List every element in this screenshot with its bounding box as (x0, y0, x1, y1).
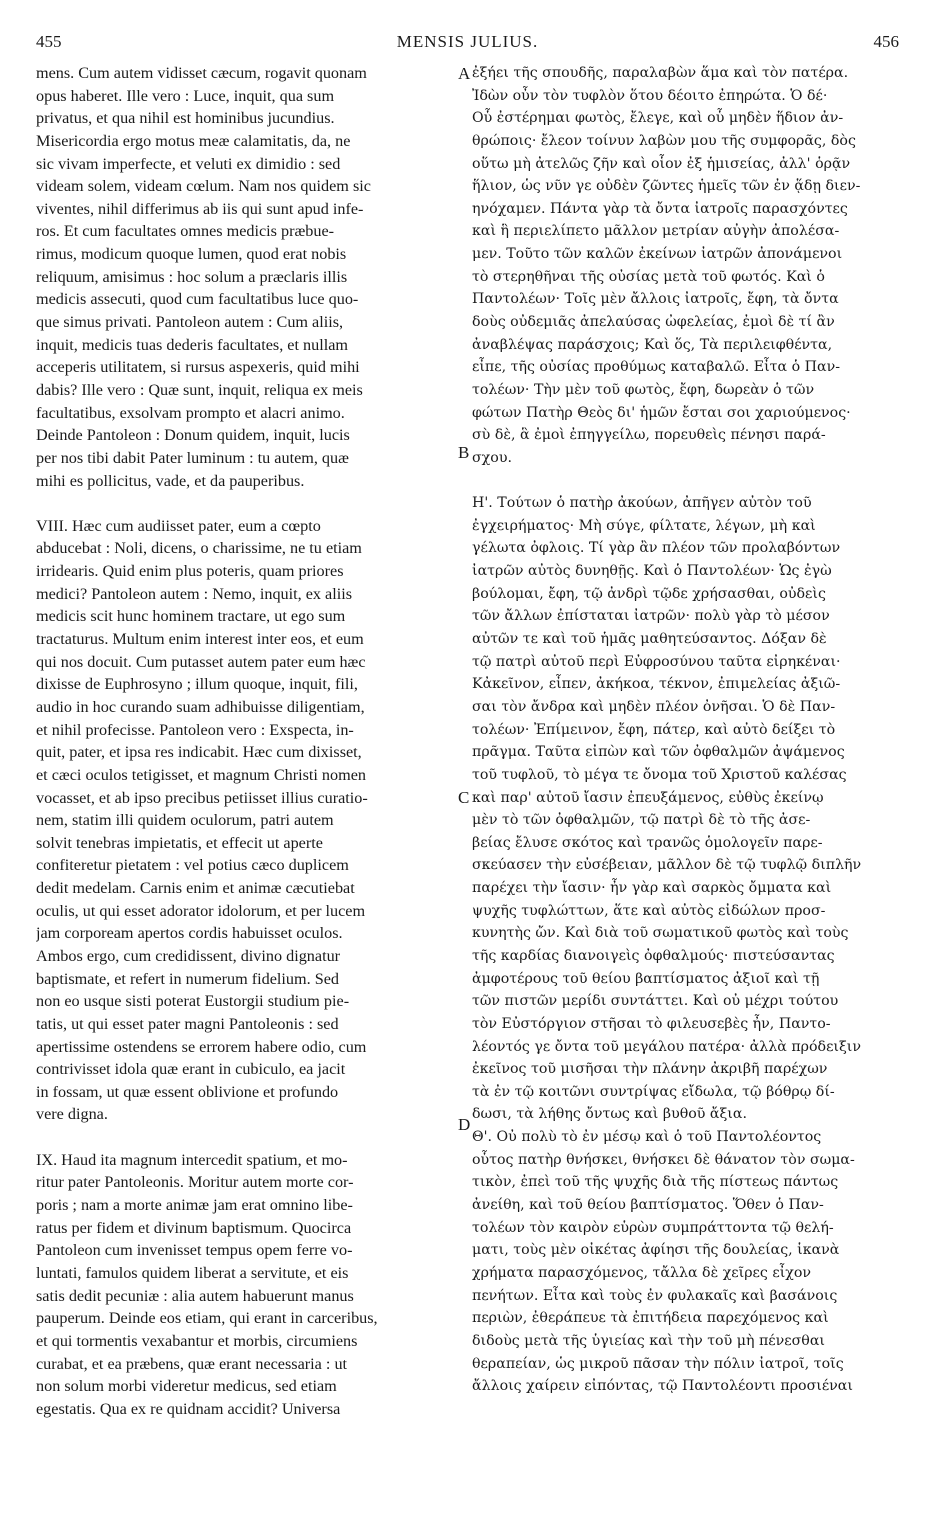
text-line: medicis assecuti, quod cum facultatibus luce quo- (36, 290, 359, 309)
text-line: ἐξήει τῆς σπουδῆς, παραλαβὼν ἅμα καὶ τὸν πατέρα. (472, 65, 849, 81)
text-line: privatus, et qua nihil est hominibus jucundius. (36, 109, 335, 128)
text-line: acceperis utilitatem, si rursus aspexeris, quid mihi (36, 358, 360, 377)
text-line: Οὗ ἐστέρημαι φωτὸς, ἔλεγε, καὶ οὗ μηδὲν ἥδιον ἀν- (472, 110, 844, 127)
greek-paragraph-1 (472, 62, 904, 470)
text-line: δωσι, τὰ λήθης ὄντως καὶ βυθοῦ ἄξια. (472, 1106, 747, 1123)
text-line: τῶν πιστῶν μερίδι συντάττει. Καὶ οὐ μέχρι τούτου (472, 993, 839, 1010)
text-line: ματι, τοὺς μὲν οἰκέτας ἀφίησι τῆς δουλείας, ἱκανὰ (472, 1242, 840, 1259)
text-line: μὲν τὸ τῶν ὀφθαλμῶν, τῷ πατρὶ δὲ τὸ τῆς ἀσε- (472, 812, 811, 829)
text-line: ἐγχειρήματος· Μὴ σύγε, φίλτατε, λέγων, μὴ καὶ (472, 517, 816, 534)
text-line: τολέων· Ἐπίμεινον, ἔφη, πάτερ, καὶ αὐτὸ δείξει τὸ (472, 721, 836, 738)
text-line: αὐτῶν τε καὶ τοῦ ἡμᾶς μαθητεύσαντος. Δόξαν δὲ (472, 631, 827, 648)
running-title: MENSIS JULIUS. (396, 32, 539, 51)
text-line: οὗτος πατὴρ θνήσκει, θνήσκει δὲ θάνατον τὸν σωμα- (472, 1151, 855, 1168)
text-line: jam corpoream apertos cordis habuisset oculos. (36, 924, 343, 943)
text-line: curabat, et ea præbens, quæ erant necessaria : ut (36, 1354, 348, 1373)
text-line: ἥλιον, ὡς νῦν γε οὐδὲν ζῶντες ἡμεῖς τῶν ἐν ᾅδῃ διεν- (472, 178, 861, 195)
text-line: oculis, ut qui esset adorator idolorum, et per lucem (36, 901, 366, 920)
text-line: Ambos ergo, cum credidissent, divino dignatur (36, 946, 341, 965)
text-line: πενήτων. Εἶτα καὶ τοὺς ἐν φυλακαῖς καὶ βασάνοις (472, 1287, 838, 1304)
text-line: pauperum. Deinde eos etiam, qui erant in carceribus, (36, 1309, 378, 1328)
text-line: τῷ πατρὶ αὐτοῦ περὶ Εὐφροσύνου ταῦτα εἰρηκέναι· (472, 653, 841, 670)
text-line: τῆς καρδίας διανοιγεὶς ὀφθαλμούς· πιστεύσαντας (472, 947, 835, 964)
text-line: medici? Pantoleon autem : Nemo, inquit, ex aliis (36, 584, 353, 603)
text-line: facultatibus, exsolvam prompto et alacri animo. (36, 403, 345, 422)
text-line: καὶ ἣ περιελίπετο μᾶλλον μετρίαν αὐγὴν ἀπολέσα- (472, 223, 840, 240)
text-line: ἀναβλέψας παράσχοις; Καὶ ὅς, Τὰ περιλειφθέντα, (472, 336, 833, 353)
text-line: σαι τὸν ἄνδρα καὶ μηδὲν πλέον ὀνῆσαι. Ὁ δὲ Παν- (472, 698, 836, 715)
text-line: poris ; nam a morte animæ jam erat omnino libe- (36, 1196, 353, 1215)
text-line: τολέων· Τὴν μὲν τοῦ φωτὸς, ἔφη, δωρεὰν ὁ τῶν (472, 381, 815, 398)
text-line: σχου. (472, 449, 512, 466)
text-line: vocasset, et ab ipso precibus petiisset illius curatio- (36, 788, 368, 807)
text-line: πρᾶγμα. Ταῦτα εἰπὼν καὶ τῶν ὀφθαλμῶν ἀψάμενος (472, 744, 845, 761)
text-line: satis dedit pecuniæ : alia autem habuerunt manus (36, 1286, 354, 1305)
text-line: non eo usque sisti poterat Eustorgii studium pie- (36, 992, 350, 1011)
text-line: θεραπείαν, ὡς μικροῦ πᾶσαν τὴν πόλιν ἰατροῖ, τοῖς (472, 1355, 844, 1372)
text-line: solvit tenebras impietatis, et effecit ut aperte (36, 833, 323, 852)
text-line: contrivisset idola quæ erant in cubiculo, ea jacit (36, 1060, 346, 1079)
text-line: Θ'. Οὐ πολὺ τὸ ἐν μέσῳ καὶ ὁ τοῦ Παντολέοντος (472, 1129, 822, 1146)
text-line: Misericordia ergo motus meæ calamitatis, da, ne (36, 131, 351, 150)
text-line: qui nos docuit. Cum putasset autem pater eum hæc (36, 652, 366, 671)
text-line: ratus per fidem et divinum baptismum. Quocirca (36, 1218, 352, 1237)
text-line: θρώποις· ἔλεον τοίνυν λαβὼν μου τῆς συμφορᾶς, δὸς (472, 132, 856, 149)
text-line: que simus privati. Pantoleon autem : Cum aliis, (36, 313, 344, 332)
text-line: βούλομαι, ἔφη, τῷ ἀνδρὶ τῷδε χρήσασθαι, οὐδεὶς (472, 585, 826, 602)
text-line: tractaturus. Multum enim interest inter eos, et eum (36, 630, 364, 649)
latin-paragraph-ix (36, 1149, 456, 1421)
text-line: rimus, modicum quoque lumen, quod erat nobis (36, 245, 347, 264)
text-line: irridearis. Quid enim plus poteris, quam priores (36, 562, 344, 581)
text-line: ἀμφοτέρους τοῦ θείου βαπτίσματος ἀξιοῖ καὶ τῇ (472, 970, 820, 987)
text-line: τοῦ τυφλοῦ, τὸ μέγα τε ὄνομα τοῦ Χριστοῦ καλέσας (472, 766, 847, 783)
latin-paragraph-1 (36, 62, 456, 492)
text-line: videam solem, videam cœlum. Nam nos quidem sic (36, 177, 371, 196)
text-line: egestatis. Qua ex re quidnam accidit? Universa (36, 1399, 341, 1418)
text-line: γέλωτα ὀφλοις. Τί γὰρ ἂν πλέον τῶν προλαβόντων (472, 540, 841, 557)
text-line: per nos tibi dabit Pater luminum : tu autem, quæ (36, 448, 349, 467)
text-line: vere digna. (36, 1105, 108, 1124)
text-line: abducebat : Noli, dicens, o charissime, ne tu etiam (36, 539, 362, 558)
text-line: τὰ ἐν τῷ κοιτῶνι συντρίψας εἴδωλα, τῷ βόθρῳ δί- (472, 1083, 835, 1100)
text-line: Κἀκεῖνον, εἶπεν, ἀκήκοα, τέκνον, ἐπιμελείας ἀξιῶ- (472, 676, 841, 693)
text-line: reliquum, amisimus : hoc solum a præclaris illis (36, 267, 348, 286)
text-line: σὺ δὲ, ἃ ἐμοὶ ἐπηγγείλω, πορευθεὶς πένησι παρά- (472, 427, 826, 444)
text-line: mihi es pollicitus, vade, et da pauperibus. (36, 471, 305, 490)
text-line: φώτων Πατὴρ Θεὸς δι' ἡμῶν ἔσται σοι χαριούμενος· (472, 404, 851, 421)
page-number-right: 456 (873, 32, 899, 51)
text-line: baptismate, et refert in numerum fidelium. Sed (36, 969, 339, 988)
text-line: Παντολέων· Τοῖς μὲν ἄλλοις ἰατροῖς, ἔφη, τὰ ὄντα (472, 291, 839, 308)
text-line: tatis, ut qui esset pater magni Pantoleonis : sed (36, 1014, 339, 1033)
text-line: et cæci oculos tetigisset, et magnum Christi nomen (36, 765, 366, 784)
text-line: et qui tormentis vexabantur et morbis, circumiens (36, 1331, 358, 1350)
text-line: ηνόχαμεν. Πάντα γὰρ τὰ ὄντα ἰατροῖς παρασχόντες (472, 200, 848, 217)
text-line: dixisse de Euphrosyno ; illum quoque, inquit, fili, (36, 675, 358, 694)
text-line: Pantoleon cum invenisset tempus opem ferre vo- (36, 1241, 353, 1260)
text-line: καὶ παρ' αὐτοῦ ἴασιν ἐπευξάμενος, εὐθὺς ἐκείνῳ (472, 789, 824, 806)
text-line: ἰατρῶν αὐτὸς δυνηθῇς. Καὶ ὁ Παντολέων· Ὡς ἐγὼ (472, 563, 832, 580)
text-line: dabis? Ille vero : Quæ sunt, inquit, reliqua ex meis (36, 380, 363, 399)
text-line: dedit medelam. Carnis enim et animæ cæcutiebat (36, 879, 355, 898)
page-number-left: 455 (36, 32, 62, 51)
text-line: luntati, famulos quidem liberat a servitute, et eis (36, 1263, 349, 1282)
text-line: τικὸν, ἐπεὶ τοῦ τῆς ψυχῆς διὰ τῆς πίστεως πάντως (472, 1174, 839, 1191)
text-line: ritur pater Pantoleonis. Moritur autem morte cor- (36, 1173, 354, 1192)
text-line: Ἰδὼν οὖν τὸν τυφλὸν ὅτου δέοιτο ἐπηρώτα. Ὁ δέ· (472, 87, 828, 104)
margin-letter-a: A (458, 64, 471, 83)
text-line: κυνητὴς ὤν. Καὶ διὰ τοῦ σωματικοῦ φωτὸς καὶ τοὺς (472, 925, 849, 942)
text-line: ἐκεῖνος τοῦ μισῆσαι τὴν πλάνην ἀκριβῆ παρέχων (472, 1061, 828, 1078)
text-line: μεν. Τοῦτο τῶν καλῶν ἐκείνων ἰατρῶν ἀπονάμενοι (472, 246, 843, 263)
greek-paragraph-theta (472, 1126, 904, 1398)
text-line: δοὺς οὐδεμιᾶς ἀπελαύσας ὠφελείας, ἐμοὶ δὲ τί ἂν (472, 314, 835, 331)
text-line: σκεύασεν τὴν εὐσέβειαν, μᾶλλον δὲ τῷ τυφλῷ διπλῆν (472, 857, 862, 874)
text-line: opus haberet. Ille vero : Luce, inquit, qua sum (36, 86, 335, 105)
text-line: VIII. Hæc cum audiisset pater, eum a cœpto (36, 516, 321, 535)
text-line: ψυχῆς τυφλώττων, ἅτε καὶ αὐτὸς εἰδώλων προσ- (472, 902, 826, 919)
text-line: Η'. Τούτων ὁ πατὴρ ἀκούων, ἀπῆγεν αὐτὸν τοῦ (472, 495, 812, 512)
text-line: sic vivam imperfecte, et veluti ex dimidio : sed (36, 154, 341, 173)
margin-letter-b: B (458, 443, 470, 462)
text-line: non solum morbi videretur medicus, sed etiam (36, 1377, 337, 1396)
text-line: παρέχει τὴν ἴασιν· ἦν γὰρ καὶ σαρκὸς ὄμματα καὶ (472, 880, 832, 897)
greek-paragraph-eta (472, 492, 904, 1126)
text-line: ros. Et cum facultates omnes medicis præbue- (36, 222, 335, 241)
latin-column (36, 62, 456, 1420)
latin-paragraph-viii (36, 515, 456, 1126)
text-line: ἄλλοις χαίρειν εἰπόντας, τῷ Παντολέοντι προσιέναι (472, 1378, 853, 1395)
text-line: nem, statim illi quidem oculorum, patri autem (36, 811, 334, 830)
text-line: audio in hoc curando suam adhibuisse diligentiam, (36, 697, 365, 716)
greek-column (472, 62, 904, 1398)
text-line: εἶπε, τῆς οὐσίας προθύμως καταβαλῶ. Εἶτα ὁ Παν- (472, 359, 841, 376)
text-line: ἀνείθη, καὶ τοῦ θείου βαπτίσματος. Ὅθεν ὁ Παν- (472, 1197, 824, 1214)
margin-letter-d: D (458, 1115, 471, 1134)
text-line: τὸ στερηθῆναι τῆς οὐσίας μετὰ τοῦ φωτός. Καὶ ὁ (472, 268, 825, 285)
text-line: τῶν ἄλλων ἐπίσταται ἰατρῶν· πολὺ γὰρ τὸ μέσον (472, 608, 830, 625)
text-line: χρήματα παρασχόμενος, τἄλλα δὲ χεῖρες εἶχον (472, 1264, 812, 1281)
text-line: οὕτω μὴ ἀτελῶς ζῆν καὶ οἷον ἐξ ἡμισείας, ἀλλ' ὁρᾷν (472, 155, 851, 172)
text-line: βείας ἔλυσε σκότος καὶ τρανῶς ὁμολογεῖν παρε- (472, 834, 823, 851)
text-line: τολέων τὸν καιρὸν εὑρὼν συμπράττοντα τῷ θελή- (472, 1219, 834, 1236)
text-line: apertissime ostendens se errorem habere odio, cum (36, 1037, 367, 1056)
text-line: τὸν Εὐστόργιον στῆσαι τὸ φιλευσεβὲς ἦν, Παντο- (472, 1015, 831, 1032)
text-line: περιὼν, ἐθεράπευε τὰ ἐπιτήδεια παρεχόμενος καὶ (472, 1310, 829, 1327)
text-line: mens. Cum autem vidisset cæcum, rogavit quonam (36, 64, 367, 82)
text-line: IX. Haud ita magnum intercedit spatium, et mo- (36, 1150, 348, 1169)
margin-letter-c: C (458, 788, 470, 807)
text-line: in fossam, ut quæ essent oblivione et profundo (36, 1082, 339, 1101)
text-line: quit, pater, et ipsa res indicabit. Hæc cum dixisset, (36, 743, 362, 762)
text-line: medicis scit hunc hominem tractare, ut ego sum (36, 607, 346, 626)
text-line: λέοντός γε ὄντα τοῦ μεγάλου πατέρα· ἀλλὰ πρόδειξιν (472, 1038, 861, 1055)
text-line: confiteretur pietatem : vel potius cæco duplicem (36, 856, 349, 875)
text-line: διδοὺς μετὰ τῆς ὑγιείας καὶ τὴν τοῦ μὴ πένεσθαι (472, 1332, 825, 1349)
text-line: inquit, medicis tuas dederis facultates, et nullam (36, 335, 348, 354)
text-line: et nihil profecisse. Pantoleon vero : Exspecta, in- (36, 720, 354, 739)
text-line: Deinde Pantoleon : Donum quidem, inquit, lucis (36, 426, 350, 445)
page-header (36, 32, 899, 58)
text-line: viventes, nihil differimus ab iis qui sunt apud infe- (36, 199, 364, 218)
